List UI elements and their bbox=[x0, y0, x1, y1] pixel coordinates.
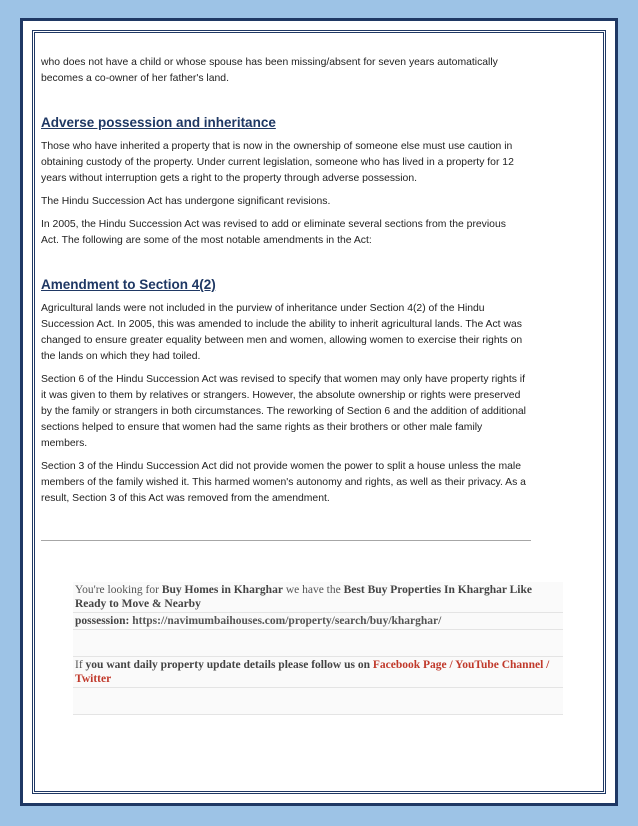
promo-keyword: Buy Homes in Kharghar bbox=[161, 584, 283, 596]
paragraph: Agricultural lands were not included in the purview of inheritance under Section 4(2) of the Hindu Succession Act. In 2005, this was amended to include the ability to inherit agricultural lands. The Act was changed to ensure greater equality between men and women, allowing women to exercise their rights on the lands on which they had toiled. bbox=[41, 303, 523, 362]
document-body bbox=[41, 55, 526, 514]
paragraph: The Hindu Succession Act has undergone significant revisions. bbox=[41, 196, 331, 207]
promo-url-link[interactable]: https://navimumbaihouses.com/property/search/buy/kharghar/ bbox=[132, 615, 442, 627]
promo-row: possession: https://navimumbaihouses.com/property/search/buy/kharghar/ bbox=[73, 613, 563, 630]
promo-row: If you want daily property update details please follow us on Facebook Page / YouTube Channel / Twitter bbox=[73, 657, 563, 688]
paragraph: Those who have inherited a property that is now in the ownership of someone else must use caution in obtaining custody of the property. Under current legislation, someone who has lived in a property for 12 years without interruption gets a right to the property through adverse possession. bbox=[41, 141, 514, 184]
section-heading-amendment: Amendment to Section 4(2) bbox=[41, 277, 216, 292]
horizontal-divider bbox=[41, 540, 531, 541]
section-heading-adverse-possession: Adverse possession and inheritance bbox=[41, 115, 276, 130]
intro-paragraph: who does not have a child or whose spouse has been missing/absent for seven years automatically becomes a co-owner of her father's land. bbox=[41, 57, 498, 84]
promo-keyword: Best Buy Properties In Kharghar Like Ready to Move & Nearby bbox=[75, 584, 532, 610]
social-links[interactable]: Facebook Page / YouTube Channel / Twitter bbox=[75, 659, 550, 685]
promo-row: You're looking for Buy Homes in Kharghar we have the Best Buy Properties In Kharghar Like Ready to Move & Nearby bbox=[73, 582, 563, 613]
paragraph: Section 3 of the Hindu Succession Act did not provide women the power to split a house unless the male members of the family wished it. This harmed women's autonomy and rights, as well as their privacy. As a result, Section 3 of this Act was removed from the amendment. bbox=[41, 461, 526, 504]
promo-box bbox=[73, 582, 563, 715]
paragraph: In 2005, the Hindu Succession Act was revised to add or eliminate several sections from the previous Act. The following are some of the most notable amendments in the Act: bbox=[41, 219, 506, 246]
paragraph: Section 6 of the Hindu Succession Act was revised to specify that women may only have property rights if it was given to them by relatives or strangers. However, the absolute ownership or rights were preserved by the family or strangers in both circumstances. The reworking of Section 6 and the addition of additional sections helped to ensure that women had the same rights as their brothers or other male family members. bbox=[41, 374, 526, 449]
